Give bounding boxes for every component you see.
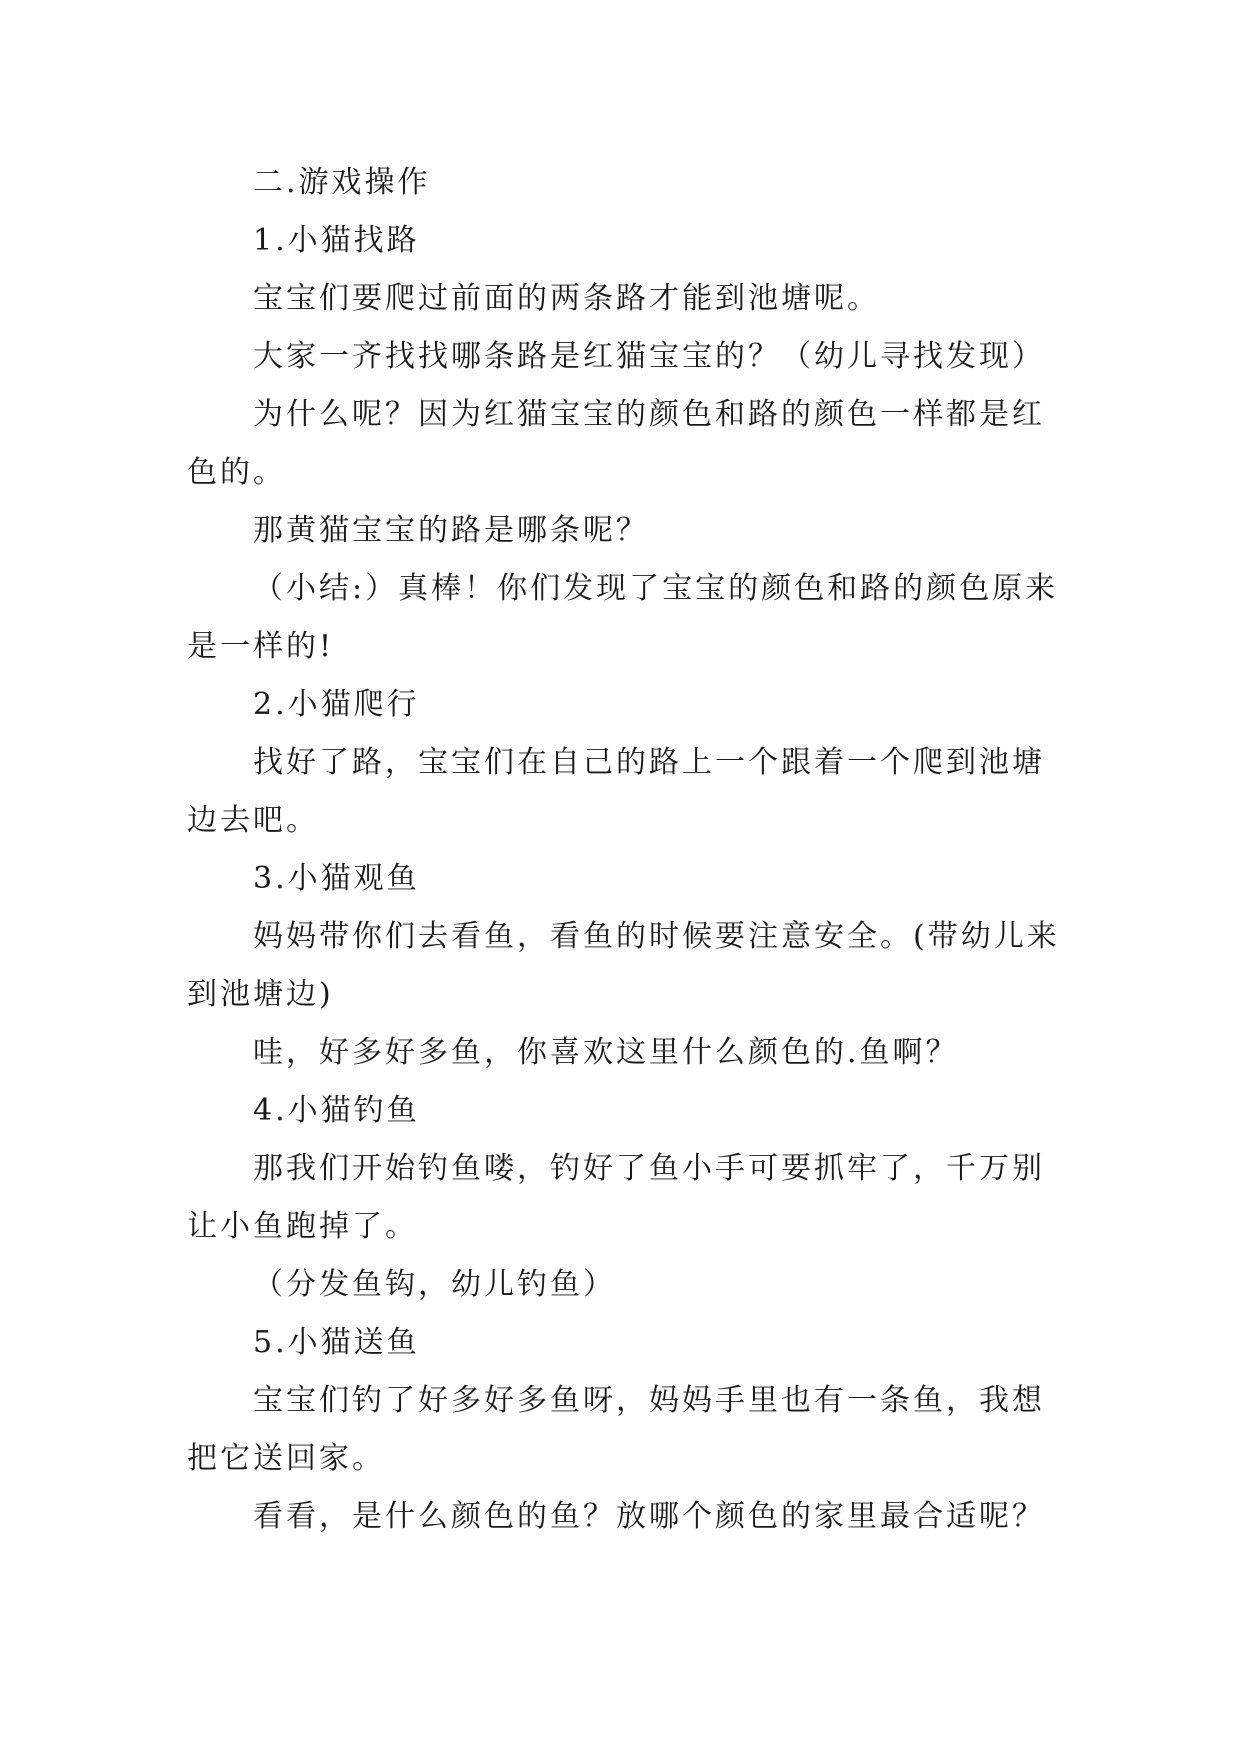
paragraph: 哇，好多好多鱼，你喜欢这里什么颜色的.鱼啊？ — [253, 1035, 959, 1070]
paragraph: 看看，是什么颜色的鱼？放哪个颜色的家里最合适呢？ — [253, 1499, 1045, 1534]
paragraph: （小结:）真棒！你们发现了宝宝的颜色和路的颜色原来是一样的! — [187, 571, 1059, 664]
step-heading-1: 1.小猫找路 — [253, 223, 420, 258]
section-heading: 二.游戏操作 — [253, 165, 431, 200]
paragraph: （分发鱼钩，幼儿钓鱼） — [253, 1267, 616, 1302]
paragraph: 宝宝们钓了好多好多鱼呀，妈妈手里也有一条鱼，我想把它送回家。 — [187, 1383, 1045, 1476]
paragraph: 大家一齐找找哪条路是红猫宝宝的？（幼儿寻找发现） — [253, 339, 1045, 374]
step-heading-5: 5.小猫送鱼 — [253, 1325, 420, 1360]
paragraph: 妈妈带你们去看鱼，看鱼的时候要注意安全。(带幼儿来到池塘边) — [187, 919, 1060, 1012]
paragraph: 宝宝们要爬过前面的两条路才能到池塘呢。 — [253, 281, 880, 316]
step-heading-4: 4.小猫钓鱼 — [253, 1093, 420, 1128]
paragraph: 那黄猫宝宝的路是哪条呢？ — [253, 513, 649, 548]
step-heading-2: 2.小猫爬行 — [253, 687, 420, 722]
document-body — [187, 154, 1067, 1546]
paragraph: 为什么呢？因为红猫宝宝的颜色和路的颜色一样都是红色的。 — [187, 397, 1045, 490]
step-heading-3: 3.小猫观鱼 — [253, 861, 420, 896]
paragraph: 找好了路，宝宝们在自己的路上一个跟着一个爬到池塘边去吧。 — [187, 745, 1045, 838]
paragraph: 那我们开始钓鱼喽，钓好了鱼小手可要抓牢了，千万别让小鱼跑掉了。 — [187, 1151, 1045, 1244]
